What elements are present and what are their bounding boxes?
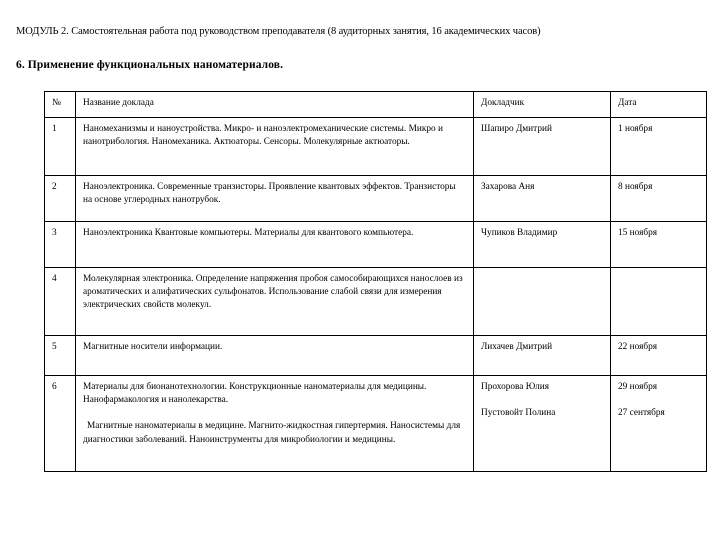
cell-number: 5 bbox=[45, 336, 76, 376]
module-title: МОДУЛЬ 2. Самостоятельная работа под руководством преподавателя (8 аудиторных занятия, 16 академических часов) bbox=[16, 26, 541, 37]
section-title: 6. Применение функциональных наноматериалов. bbox=[16, 59, 284, 71]
cell-title: Наноэлектроника. Современные транзисторы. Проявление квантовых эффектов. Транзисторы на основе углеродных нанотрубок. bbox=[76, 176, 474, 222]
cell-date: 1 ноября bbox=[611, 118, 707, 176]
table-row bbox=[45, 376, 707, 472]
cell-number: 6 bbox=[45, 376, 76, 472]
cell-date: 22 ноября bbox=[611, 336, 707, 376]
table-header-row bbox=[45, 92, 707, 118]
table-row bbox=[45, 222, 707, 268]
column-header-title: Название доклада bbox=[76, 92, 474, 118]
cell-speaker: Шапиро Дмитрий bbox=[474, 118, 611, 176]
cell-speaker: Захарова Аня bbox=[474, 176, 611, 222]
cell-speaker bbox=[474, 268, 611, 336]
cell-speaker: Лихачев Дмитрий bbox=[474, 336, 611, 376]
speaker-stack bbox=[481, 381, 604, 467]
cell-speaker: Чупиков Владимир bbox=[474, 222, 611, 268]
cell-speaker-secondary: Пустовойт Полина bbox=[481, 408, 556, 419]
date-stack bbox=[618, 381, 700, 467]
table-row bbox=[45, 176, 707, 222]
cell-speaker-primary: Прохорова Юлия bbox=[481, 382, 550, 392]
cell-date bbox=[611, 268, 707, 336]
cell-date-primary: 29 ноября bbox=[618, 382, 657, 392]
cell-title: Наноэлектроника Квантовые компьютеры. Материалы для квантового компьютера. bbox=[76, 222, 474, 268]
cell-date: 15 ноября bbox=[611, 222, 707, 268]
cell-number: 1 bbox=[45, 118, 76, 176]
column-header-number: № bbox=[45, 92, 76, 118]
table-row bbox=[45, 118, 707, 176]
cell-title-paragraph-2: Магнитные наноматериалы в медицине. Магнито-жидкостная гипертермия. Наносистемы для диагностики заболеваний. Наноинструменты для микробиологии и медицины. bbox=[83, 421, 461, 445]
table-row bbox=[45, 268, 707, 336]
cell-speaker bbox=[474, 376, 611, 472]
cell-title: Молекулярная электроника. Определение напряжения пробоя самособирающихся нанослоев из ароматических и алифатических сульфонатов. Использование слабой связи для измерения электрических свойств молекул. bbox=[76, 268, 474, 336]
cell-title bbox=[76, 376, 474, 472]
report-table-container bbox=[44, 91, 706, 472]
cell-date bbox=[611, 376, 707, 472]
cell-title: Магнитные носители информации. bbox=[76, 336, 474, 376]
column-header-speaker: Докладчик bbox=[474, 92, 611, 118]
cell-title: Наномеханизмы и наноустройства. Микро- и наноэлектромеханические системы. Микро и нанотрибология. Наномеханика. Актюаторы. Сенсоры. Молекулярные актюаторы. bbox=[76, 118, 474, 176]
cell-title-paragraph-1: Материалы для бионанотехнологии. Конструкционные наноматериалы для медицины. Нанофармакология и нанолекарства. bbox=[83, 382, 427, 406]
table-row bbox=[45, 336, 707, 376]
column-header-date: Дата bbox=[611, 92, 707, 118]
cell-date: 8 ноября bbox=[611, 176, 707, 222]
report-table bbox=[44, 91, 707, 472]
cell-number: 4 bbox=[45, 268, 76, 336]
cell-number: 3 bbox=[45, 222, 76, 268]
cell-date-secondary: 27 сентября bbox=[618, 408, 665, 419]
cell-number: 2 bbox=[45, 176, 76, 222]
